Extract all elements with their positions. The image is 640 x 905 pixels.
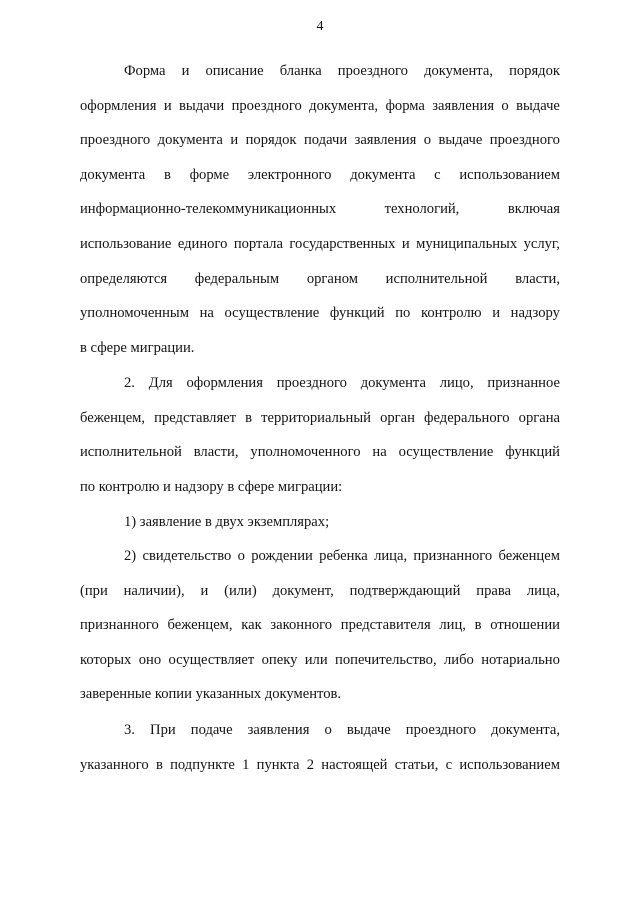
word: осуществление xyxy=(398,444,494,461)
word: выдачи xyxy=(179,97,225,114)
word: документа, xyxy=(424,63,493,79)
word: настоящей xyxy=(321,756,388,773)
paragraph-form-description xyxy=(80,54,560,365)
word: единого xyxy=(177,235,228,252)
word: подтверждающий xyxy=(349,582,461,599)
text-line xyxy=(80,54,560,89)
word: документ, xyxy=(272,582,334,599)
word: представляет xyxy=(154,409,237,426)
word: и xyxy=(492,305,501,322)
text-line xyxy=(80,89,560,124)
word: 2 xyxy=(306,756,315,773)
word: использование xyxy=(80,235,172,252)
word: и xyxy=(163,97,172,114)
word: проездного xyxy=(337,63,408,79)
word: на xyxy=(199,305,214,322)
word: лица, xyxy=(374,548,408,564)
word: уполномоченного xyxy=(250,444,361,461)
paragraph-item-3 xyxy=(80,713,560,782)
text-line xyxy=(80,574,560,609)
word: пункта xyxy=(256,756,300,773)
word: определяются xyxy=(80,270,168,287)
word: нотариально xyxy=(481,651,560,668)
paragraph-item-2 xyxy=(80,366,560,504)
word: проездного xyxy=(276,375,347,391)
word: документа xyxy=(350,166,416,183)
text-line xyxy=(80,401,560,436)
word: использованием xyxy=(459,166,560,183)
text-line xyxy=(80,262,560,297)
text-line xyxy=(80,227,560,262)
word: отношении xyxy=(490,617,560,634)
text-line xyxy=(80,677,560,712)
word: заявления xyxy=(354,132,417,149)
word: беженцем xyxy=(498,548,560,564)
word: рождении xyxy=(251,548,313,564)
word: которых xyxy=(80,651,132,668)
word: либо xyxy=(443,651,474,668)
word: на xyxy=(372,444,387,461)
word: о xyxy=(237,548,245,564)
word: признанного xyxy=(80,617,159,634)
word: признанное xyxy=(487,375,560,391)
word: проездного xyxy=(489,132,560,149)
word: представителя xyxy=(340,617,431,634)
word: органа xyxy=(518,409,560,426)
word: 3. xyxy=(124,722,135,738)
word: проездного xyxy=(231,97,302,114)
word: в xyxy=(155,756,163,773)
word: попечительство, xyxy=(335,651,437,668)
word: услуг, xyxy=(523,235,560,252)
word: заверенные копии указанных документов. xyxy=(80,686,342,703)
word: 2. xyxy=(124,375,135,391)
word: бланка xyxy=(279,63,322,79)
word: указанного xyxy=(80,756,149,773)
word: права xyxy=(476,582,512,599)
word: в xyxy=(474,617,482,634)
word: 1) заявление в двух экземплярах; xyxy=(124,514,330,530)
word: включая xyxy=(507,201,560,218)
word: органом xyxy=(306,270,358,287)
word: описание xyxy=(205,63,264,79)
word: электронного xyxy=(247,166,332,183)
word: территориальный xyxy=(261,409,371,426)
word: осуществление xyxy=(224,305,320,322)
text-line xyxy=(80,748,560,783)
word: законного xyxy=(270,617,333,634)
text-line xyxy=(80,608,560,643)
text-line xyxy=(80,713,560,748)
word: в сфере миграции. xyxy=(80,339,195,356)
word: уполномоченным xyxy=(80,305,189,322)
word: статьи, xyxy=(394,756,439,773)
word: беженцем, xyxy=(80,409,146,426)
word: признанного xyxy=(413,548,493,564)
word: исполнительной xyxy=(385,270,488,287)
word: и xyxy=(401,235,410,252)
text-line xyxy=(80,366,560,401)
word: и xyxy=(181,63,190,79)
word: выдаче xyxy=(438,132,483,149)
word: документа xyxy=(157,132,223,149)
text-line xyxy=(80,505,560,540)
word: и xyxy=(230,132,239,149)
word: о xyxy=(324,722,332,738)
word: форма xyxy=(385,97,425,114)
word: с xyxy=(445,756,453,773)
word: документа xyxy=(80,166,146,183)
text-line xyxy=(80,192,560,227)
text-line xyxy=(80,643,560,678)
word: и xyxy=(200,582,209,599)
word: муниципальных xyxy=(416,235,518,252)
word: наличии), xyxy=(123,582,185,599)
word: 1 xyxy=(242,756,250,773)
word: государственных xyxy=(289,235,396,252)
word: 2) xyxy=(124,548,137,564)
word: документа xyxy=(360,375,426,391)
word: форме xyxy=(189,166,230,183)
word: проездного xyxy=(405,722,476,738)
word: власти, xyxy=(515,270,560,287)
word: При xyxy=(150,722,176,738)
word: по xyxy=(395,305,411,322)
word: федерального xyxy=(424,409,510,426)
word: (или) xyxy=(224,582,257,599)
word: Форма xyxy=(124,63,166,79)
word: беженцем, xyxy=(167,617,233,634)
word: подаче xyxy=(190,722,233,738)
word: лицо, xyxy=(439,375,474,391)
word: порядок xyxy=(509,63,560,79)
word: опеку xyxy=(261,651,298,668)
word: подпункте xyxy=(170,756,235,773)
word: подачи xyxy=(303,132,348,149)
word: информационно-телекоммуникационных xyxy=(80,201,337,218)
word: портала xyxy=(233,235,283,252)
word: документа, xyxy=(491,722,560,738)
word: в xyxy=(163,166,171,183)
word: в xyxy=(245,409,253,426)
word: свидетельство xyxy=(142,548,232,564)
word: как xyxy=(241,617,262,634)
text-line xyxy=(80,296,560,331)
word: ребенка xyxy=(319,548,368,564)
word: функций xyxy=(505,444,560,461)
word: оформления xyxy=(186,375,263,391)
list-item-2 xyxy=(80,539,560,712)
word: федеральным xyxy=(194,270,280,287)
word: функций xyxy=(329,305,385,322)
word: оформления xyxy=(80,97,157,114)
word: (при xyxy=(80,582,108,599)
word: лица, xyxy=(526,582,560,599)
word: заявления xyxy=(247,722,310,738)
word: Для xyxy=(148,375,173,391)
text-line xyxy=(80,470,560,505)
word: осуществляет xyxy=(168,651,255,668)
word: документа, xyxy=(309,97,379,114)
word: или xyxy=(304,651,328,668)
text-line xyxy=(80,435,560,470)
text-line xyxy=(80,331,560,366)
word: по контролю и надзору в сфере миграции: xyxy=(80,478,343,495)
word: контролю xyxy=(420,305,482,322)
word: орган xyxy=(380,409,415,426)
word: технологий, xyxy=(384,201,460,218)
text-line xyxy=(80,123,560,158)
text-line xyxy=(80,539,560,574)
word: порядок xyxy=(245,132,297,149)
word: выдаче xyxy=(516,97,560,114)
word: о xyxy=(501,97,509,114)
word: с xyxy=(434,166,441,183)
word: проездного xyxy=(80,132,151,149)
word: о xyxy=(423,132,432,149)
word: лиц, xyxy=(439,617,466,634)
word: заявления xyxy=(432,97,495,114)
word: использованием xyxy=(459,756,560,773)
word: оно xyxy=(138,651,162,668)
list-item-1 xyxy=(80,505,560,540)
word: исполнительной xyxy=(80,444,182,461)
word: надзору xyxy=(510,305,560,322)
word: выдаче xyxy=(346,722,391,738)
text-line xyxy=(80,158,560,193)
page-number: 4 xyxy=(316,19,324,34)
word: власти, xyxy=(193,444,239,461)
